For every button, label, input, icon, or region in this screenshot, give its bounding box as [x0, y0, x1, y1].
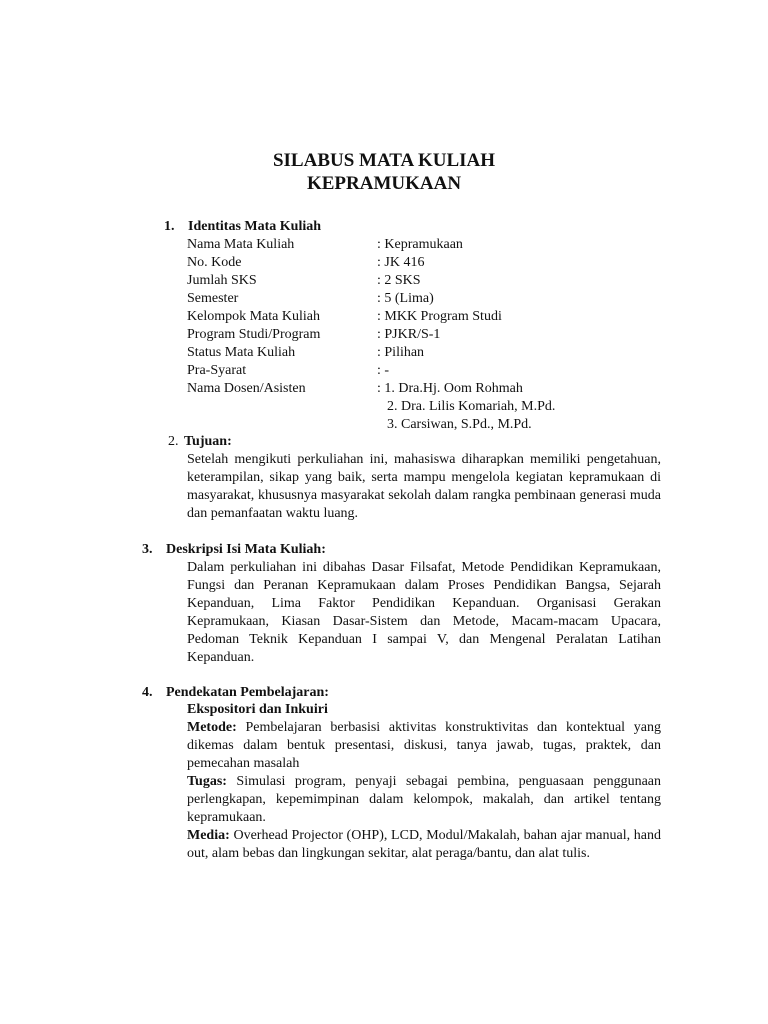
- identitas-value: : JK 416: [377, 255, 425, 270]
- identitas-row: [187, 272, 667, 290]
- identitas-value: : MKK Program Studi: [377, 309, 502, 324]
- identitas-row: [187, 344, 667, 362]
- tujuan-paragraph: [187, 451, 661, 523]
- identitas-label: Jumlah SKS: [187, 273, 257, 288]
- identitas-label: Nama Dosen/Asisten: [187, 381, 306, 396]
- identitas-row: [187, 362, 667, 380]
- metode-label: Metode:: [187, 720, 237, 735]
- media-block: [187, 827, 661, 863]
- media-label: Media:: [187, 828, 230, 843]
- identitas-value: : 5 (Lima): [377, 291, 434, 306]
- identitas-value: : 2 SKS: [377, 273, 421, 288]
- identitas-row: [187, 380, 667, 398]
- section-number: 1.: [164, 219, 175, 234]
- identitas-row: [187, 254, 667, 272]
- tugas-label: Tugas:: [187, 774, 227, 789]
- identitas-row: [187, 290, 667, 308]
- pendekatan-subtitle: Ekspositori dan Inkuiri: [187, 702, 328, 717]
- deskripsi-text: Dalam perkuliahan ini dibahas Dasar Filsafat, Metode Pendidikan Kepramukaan, Fungsi dan Peranan Kepramukaan dalam Proses Pendidikan Bangsa, Sejarah Kepanduan, Lima Faktor Pendidikan Kepanduan. Organisasi Gerakan Kepramukaan, Kiasan Dasar-Sistem dan Metode, Macam-macam Upacara, Pedoman Teknik Kepanduan I sampai V, dan Mengenal Peralatan Latihan Kepanduan.: [187, 560, 661, 665]
- deskripsi-paragraph: [187, 559, 661, 667]
- section-title: Identitas Mata Kuliah: [188, 219, 322, 234]
- identitas-label: No. Kode: [187, 255, 242, 270]
- identitas-label: Pra-Syarat: [187, 363, 247, 378]
- metode-block: [187, 719, 661, 773]
- identitas-row: [187, 326, 667, 344]
- dosen-item: 2. Dra. Lilis Komariah, M.Pd.: [387, 399, 556, 414]
- identitas-label: Kelompok Mata Kuliah: [187, 309, 320, 324]
- section-number: 2.: [168, 434, 179, 449]
- identitas-value: : -: [377, 363, 390, 378]
- tugas-block: [187, 773, 661, 827]
- section-2-heading: [168, 433, 232, 451]
- section-number: 4.: [142, 685, 153, 700]
- section-1-heading: [164, 218, 321, 236]
- identitas-row: [187, 308, 667, 326]
- metode-text: Pembelajaran berbasisi aktivitas konstruktivitas dan kontektual yang dikemas dalam bentuk presentasi, diskusi, tanya jawab, tugas, praktek, dan pemecahan masalah: [187, 720, 661, 771]
- identitas-label: Semester: [187, 291, 239, 306]
- identitas-label: Nama Mata Kuliah: [187, 237, 295, 252]
- section-3-heading: [142, 541, 326, 559]
- identitas-row: [187, 236, 667, 254]
- section-number: 3.: [142, 542, 153, 557]
- section-title: Pendekatan Pembelajaran:: [166, 685, 329, 700]
- identitas-value: : PJKR/S-1: [377, 327, 441, 342]
- identitas-value: : Pilihan: [377, 345, 425, 360]
- section-4-heading: [142, 684, 329, 702]
- document-title: SILABUS MATA KULIAH: [272, 150, 496, 171]
- document-subtitle: KEPRAMUKAAN: [306, 173, 462, 194]
- media-text: Overhead Projector (OHP), LCD, Modul/Makalah, bahan ajar manual, hand out, alam bebas dan lingkungan sekitar, alat peraga/bantu, dan alat tulis.: [187, 828, 661, 861]
- tujuan-text: Setelah mengikuti perkuliahan ini, mahasiswa diharapkan memiliki pengetahuan, keterampilan, sikap yang baik, serta mampu mengelola kegiatan kepramukaan di masyarakat, khususnya masyarakat sekolah dalam rangka pembinaan generasi muda dan pemanfaatan waktu luang.: [187, 452, 661, 521]
- identitas-value: : Kepramukaan: [377, 237, 463, 252]
- section-title: Tujuan:: [184, 434, 232, 449]
- section-title: Deskripsi Isi Mata Kuliah:: [166, 542, 326, 557]
- identitas-label: Program Studi/Program: [187, 327, 321, 342]
- identitas-value: : 1. Dra.Hj. Oom Rohmah: [377, 381, 523, 396]
- tugas-text: Simulasi program, penyaji sebagai pembina, penguasaan penggunaan perlengkapan, kepemimpinan dalam kelompok, makalah, dan artikel tentang kepramukaan.: [187, 774, 661, 825]
- dosen-item: 3. Carsiwan, S.Pd., M.Pd.: [387, 417, 532, 432]
- identitas-label: Status Mata Kuliah: [187, 345, 296, 360]
